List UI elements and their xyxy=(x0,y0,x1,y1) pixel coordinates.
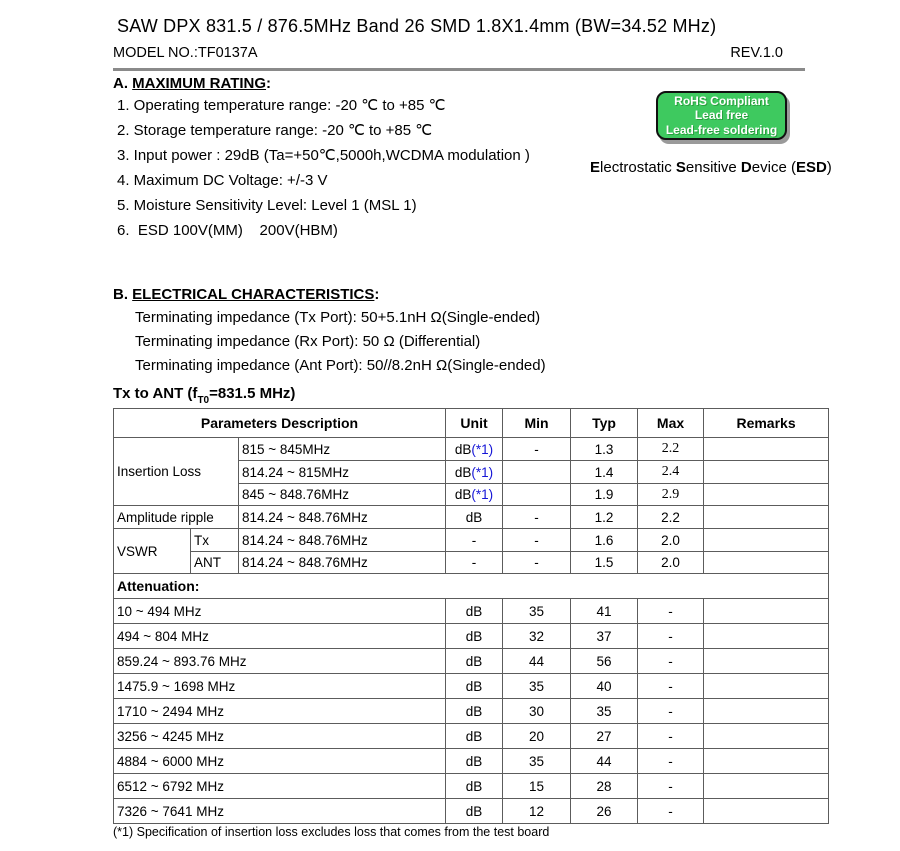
typ-cell: 44 xyxy=(571,749,638,774)
typ-cell: 1.9 xyxy=(571,484,638,506)
unit-cell: dB xyxy=(446,774,503,799)
min-cell xyxy=(503,461,571,484)
typ-cell: 1.6 xyxy=(571,529,638,552)
column-header-min: Min xyxy=(503,409,571,438)
esd-text: lectrostatic xyxy=(600,159,676,176)
unit-cell xyxy=(446,438,503,461)
unit-cell: dB xyxy=(446,699,503,724)
list-item: 1. Operating temperature range: -20 ℃ to +85 ℃ xyxy=(117,96,446,114)
typ-cell: 41 xyxy=(571,599,638,624)
table-row xyxy=(114,599,829,624)
list-item: 2. Storage temperature range: -20 ℃ to +85 ℃ xyxy=(117,121,433,139)
footnote: (*1) Specification of insertion loss excludes loss that comes from the test board xyxy=(113,825,550,839)
min-cell: - xyxy=(503,506,571,529)
footnote-ref: (*1) xyxy=(471,441,494,457)
min-cell: 35 xyxy=(503,749,571,774)
remarks-cell xyxy=(704,506,829,529)
max-cell: 2.2 xyxy=(638,438,704,461)
section-a-prefix: A. xyxy=(113,75,133,92)
esd-text: ) xyxy=(826,159,832,176)
revision-label: REV.1.0 xyxy=(730,45,783,61)
unit-cell: dB xyxy=(446,674,503,699)
max-cell: - xyxy=(638,674,704,699)
max-cell: 2.0 xyxy=(638,552,704,574)
remarks-cell xyxy=(704,599,829,624)
section-a-heading xyxy=(113,75,271,92)
remarks-cell xyxy=(704,699,829,724)
remarks-cell xyxy=(704,552,829,574)
page-title: SAW DPX 831.5 / 876.5MHz Band 26 SMD 1.8X1.4mm (BW=34.52 MHz) xyxy=(117,16,717,36)
section-b-colon: : xyxy=(374,286,380,303)
min-cell: 44 xyxy=(503,649,571,674)
spec-table xyxy=(113,408,829,824)
column-header-parameters: Parameters Description xyxy=(114,409,446,438)
remarks-cell xyxy=(704,461,829,484)
table-row xyxy=(114,649,829,674)
freq-range: 10 ~ 494 MHz xyxy=(114,599,446,624)
max-cell: 2.9 xyxy=(638,484,704,506)
caption-text: Tx to ANT (f xyxy=(113,385,198,402)
section-b-title: ELECTRICAL CHARACTERISTICS xyxy=(132,286,375,303)
min-cell xyxy=(503,484,571,506)
unit-cell: dB xyxy=(446,799,503,824)
badge-line: Lead free xyxy=(694,108,749,123)
min-cell: 12 xyxy=(503,799,571,824)
unit-cell: dB xyxy=(446,624,503,649)
typ-cell: 26 xyxy=(571,799,638,824)
max-cell: - xyxy=(638,799,704,824)
unit-text: dB xyxy=(454,441,472,457)
max-cell: - xyxy=(638,624,704,649)
unit-cell: dB xyxy=(446,506,503,529)
rohs-compliant-badge xyxy=(656,91,787,140)
section-b-prefix: B. xyxy=(113,286,133,303)
freq-range: 815 ~ 845MHz xyxy=(239,438,446,461)
min-cell: - xyxy=(503,438,571,461)
typ-cell: 37 xyxy=(571,624,638,649)
attenuation-label: Attenuation: xyxy=(114,574,829,599)
freq-range: 814.24 ~ 848.76MHz xyxy=(239,552,446,574)
remarks-cell xyxy=(704,438,829,461)
column-header-unit: Unit xyxy=(446,409,503,438)
header-divider xyxy=(113,68,805,71)
min-cell: 30 xyxy=(503,699,571,724)
freq-range: 859.24 ~ 893.76 MHz xyxy=(114,649,446,674)
typ-cell: 1.5 xyxy=(571,552,638,574)
section-a-title: MAXIMUM RATING xyxy=(132,75,267,92)
freq-range: 814.24 ~ 848.76MHz xyxy=(239,529,446,552)
port-label: ANT xyxy=(191,552,239,574)
param-label: Insertion Loss xyxy=(114,438,239,506)
remarks-cell xyxy=(704,749,829,774)
min-cell: 15 xyxy=(503,774,571,799)
max-cell: - xyxy=(638,774,704,799)
caption-subscript: T0 xyxy=(197,395,210,406)
impedance-line: Terminating impedance (Tx Port): 50+5.1nH Ω(Single-ended) xyxy=(135,309,541,327)
model-revision-row xyxy=(113,45,783,61)
impedance-list xyxy=(135,306,546,377)
freq-range: 4884 ~ 6000 MHz xyxy=(114,749,446,774)
max-cell: - xyxy=(638,749,704,774)
caption-text: =831.5 MHz) xyxy=(209,385,296,402)
unit-cell: - xyxy=(446,552,503,574)
max-cell: 2.4 xyxy=(638,461,704,484)
column-header-max: Max xyxy=(638,409,704,438)
typ-cell: 1.4 xyxy=(571,461,638,484)
typ-cell: 56 xyxy=(571,649,638,674)
port-label: Tx xyxy=(191,529,239,552)
remarks-cell xyxy=(704,649,829,674)
remarks-cell xyxy=(704,624,829,649)
unit-cell: dB xyxy=(446,749,503,774)
table-caption xyxy=(113,385,295,405)
max-cell: - xyxy=(638,599,704,624)
list-item: 5. Moisture Sensitivity Level: Level 1 (MSL 1) xyxy=(117,196,417,214)
footnote-ref: (*1) xyxy=(471,464,494,480)
freq-range: 1710 ~ 2494 MHz xyxy=(114,699,446,724)
esd-bold-letter: E xyxy=(590,159,601,176)
min-cell: 20 xyxy=(503,724,571,749)
remarks-cell xyxy=(704,724,829,749)
remarks-cell xyxy=(704,799,829,824)
max-cell: 2.0 xyxy=(638,529,704,552)
remarks-cell xyxy=(704,674,829,699)
table-row xyxy=(114,749,829,774)
max-cell: - xyxy=(638,724,704,749)
table-row xyxy=(114,529,829,552)
attenuation-section-row xyxy=(114,574,829,599)
impedance-line: Terminating impedance (Rx Port): 50 Ω (Differential) xyxy=(135,333,481,351)
unit-cell xyxy=(446,461,503,484)
unit-text: dB xyxy=(454,487,472,502)
unit-cell: dB xyxy=(446,724,503,749)
freq-range: 1475.9 ~ 1698 MHz xyxy=(114,674,446,699)
column-header-remarks: Remarks xyxy=(704,409,829,438)
freq-range: 7326 ~ 7641 MHz xyxy=(114,799,446,824)
typ-cell: 35 xyxy=(571,699,638,724)
param-label: Amplitude ripple xyxy=(114,506,239,529)
section-a-colon: : xyxy=(266,75,272,92)
model-number: MODEL NO.:TF0137A xyxy=(113,45,258,61)
freq-range: 814.24 ~ 848.76MHz xyxy=(239,506,446,529)
list-item: 3. Input power : 29dB (Ta=+50℃,5000h,WCDMA modulation ) xyxy=(117,146,530,164)
unit-cell xyxy=(446,484,503,506)
badge-line: Lead-free soldering xyxy=(665,122,778,137)
freq-range: 6512 ~ 6792 MHz xyxy=(114,774,446,799)
min-cell: 35 xyxy=(503,674,571,699)
table-row xyxy=(114,699,829,724)
esd-bold-letter: S xyxy=(675,159,686,176)
typ-cell: 40 xyxy=(571,674,638,699)
remarks-cell xyxy=(704,484,829,506)
param-label: VSWR xyxy=(114,529,191,574)
table-row xyxy=(114,674,829,699)
min-cell: 32 xyxy=(503,624,571,649)
table-row xyxy=(114,799,829,824)
freq-range: 814.24 ~ 815MHz xyxy=(239,461,446,484)
table-header-row xyxy=(114,409,829,438)
table-row xyxy=(114,438,829,461)
maximum-rating-list xyxy=(117,92,530,243)
min-cell: - xyxy=(503,529,571,552)
typ-cell: 28 xyxy=(571,774,638,799)
impedance-line: Terminating impedance (Ant Port): 50//8.2nH Ω(Single-ended) xyxy=(135,356,546,374)
unit-cell: dB xyxy=(446,599,503,624)
min-cell: 35 xyxy=(503,599,571,624)
freq-range: 494 ~ 804 MHz xyxy=(114,624,446,649)
esd-warning-text xyxy=(590,159,832,176)
freq-range: 3256 ~ 4245 MHz xyxy=(114,724,446,749)
max-cell: - xyxy=(638,649,704,674)
table-row xyxy=(114,724,829,749)
unit-cell: - xyxy=(446,529,503,552)
table-row xyxy=(114,506,829,529)
table-row xyxy=(114,624,829,649)
remarks-cell xyxy=(704,774,829,799)
min-cell: - xyxy=(503,552,571,574)
unit-cell: dB xyxy=(446,649,503,674)
column-header-typ: Typ xyxy=(571,409,638,438)
typ-cell: 1.2 xyxy=(571,506,638,529)
footnote-ref: (*1) xyxy=(471,487,494,502)
esd-text: ensitive xyxy=(685,159,741,176)
typ-cell: 1.3 xyxy=(571,438,638,461)
unit-text: dB xyxy=(454,464,472,480)
max-cell: 2.2 xyxy=(638,506,704,529)
section-b-heading xyxy=(113,286,379,303)
badge-line: RoHS Compliant xyxy=(674,93,769,108)
table-row xyxy=(114,774,829,799)
list-item: 4. Maximum DC Voltage: +/-3 V xyxy=(117,171,328,189)
esd-bold-acronym: ESD xyxy=(795,159,827,176)
max-cell: - xyxy=(638,699,704,724)
table-row xyxy=(114,552,829,574)
list-item: 6. ESD 100V(MM) 200V(HBM) xyxy=(117,222,338,240)
esd-text: evice ( xyxy=(751,159,796,176)
freq-range: 845 ~ 848.76MHz xyxy=(239,484,446,506)
remarks-cell xyxy=(704,529,829,552)
esd-bold-letter: D xyxy=(740,159,752,176)
typ-cell: 27 xyxy=(571,724,638,749)
